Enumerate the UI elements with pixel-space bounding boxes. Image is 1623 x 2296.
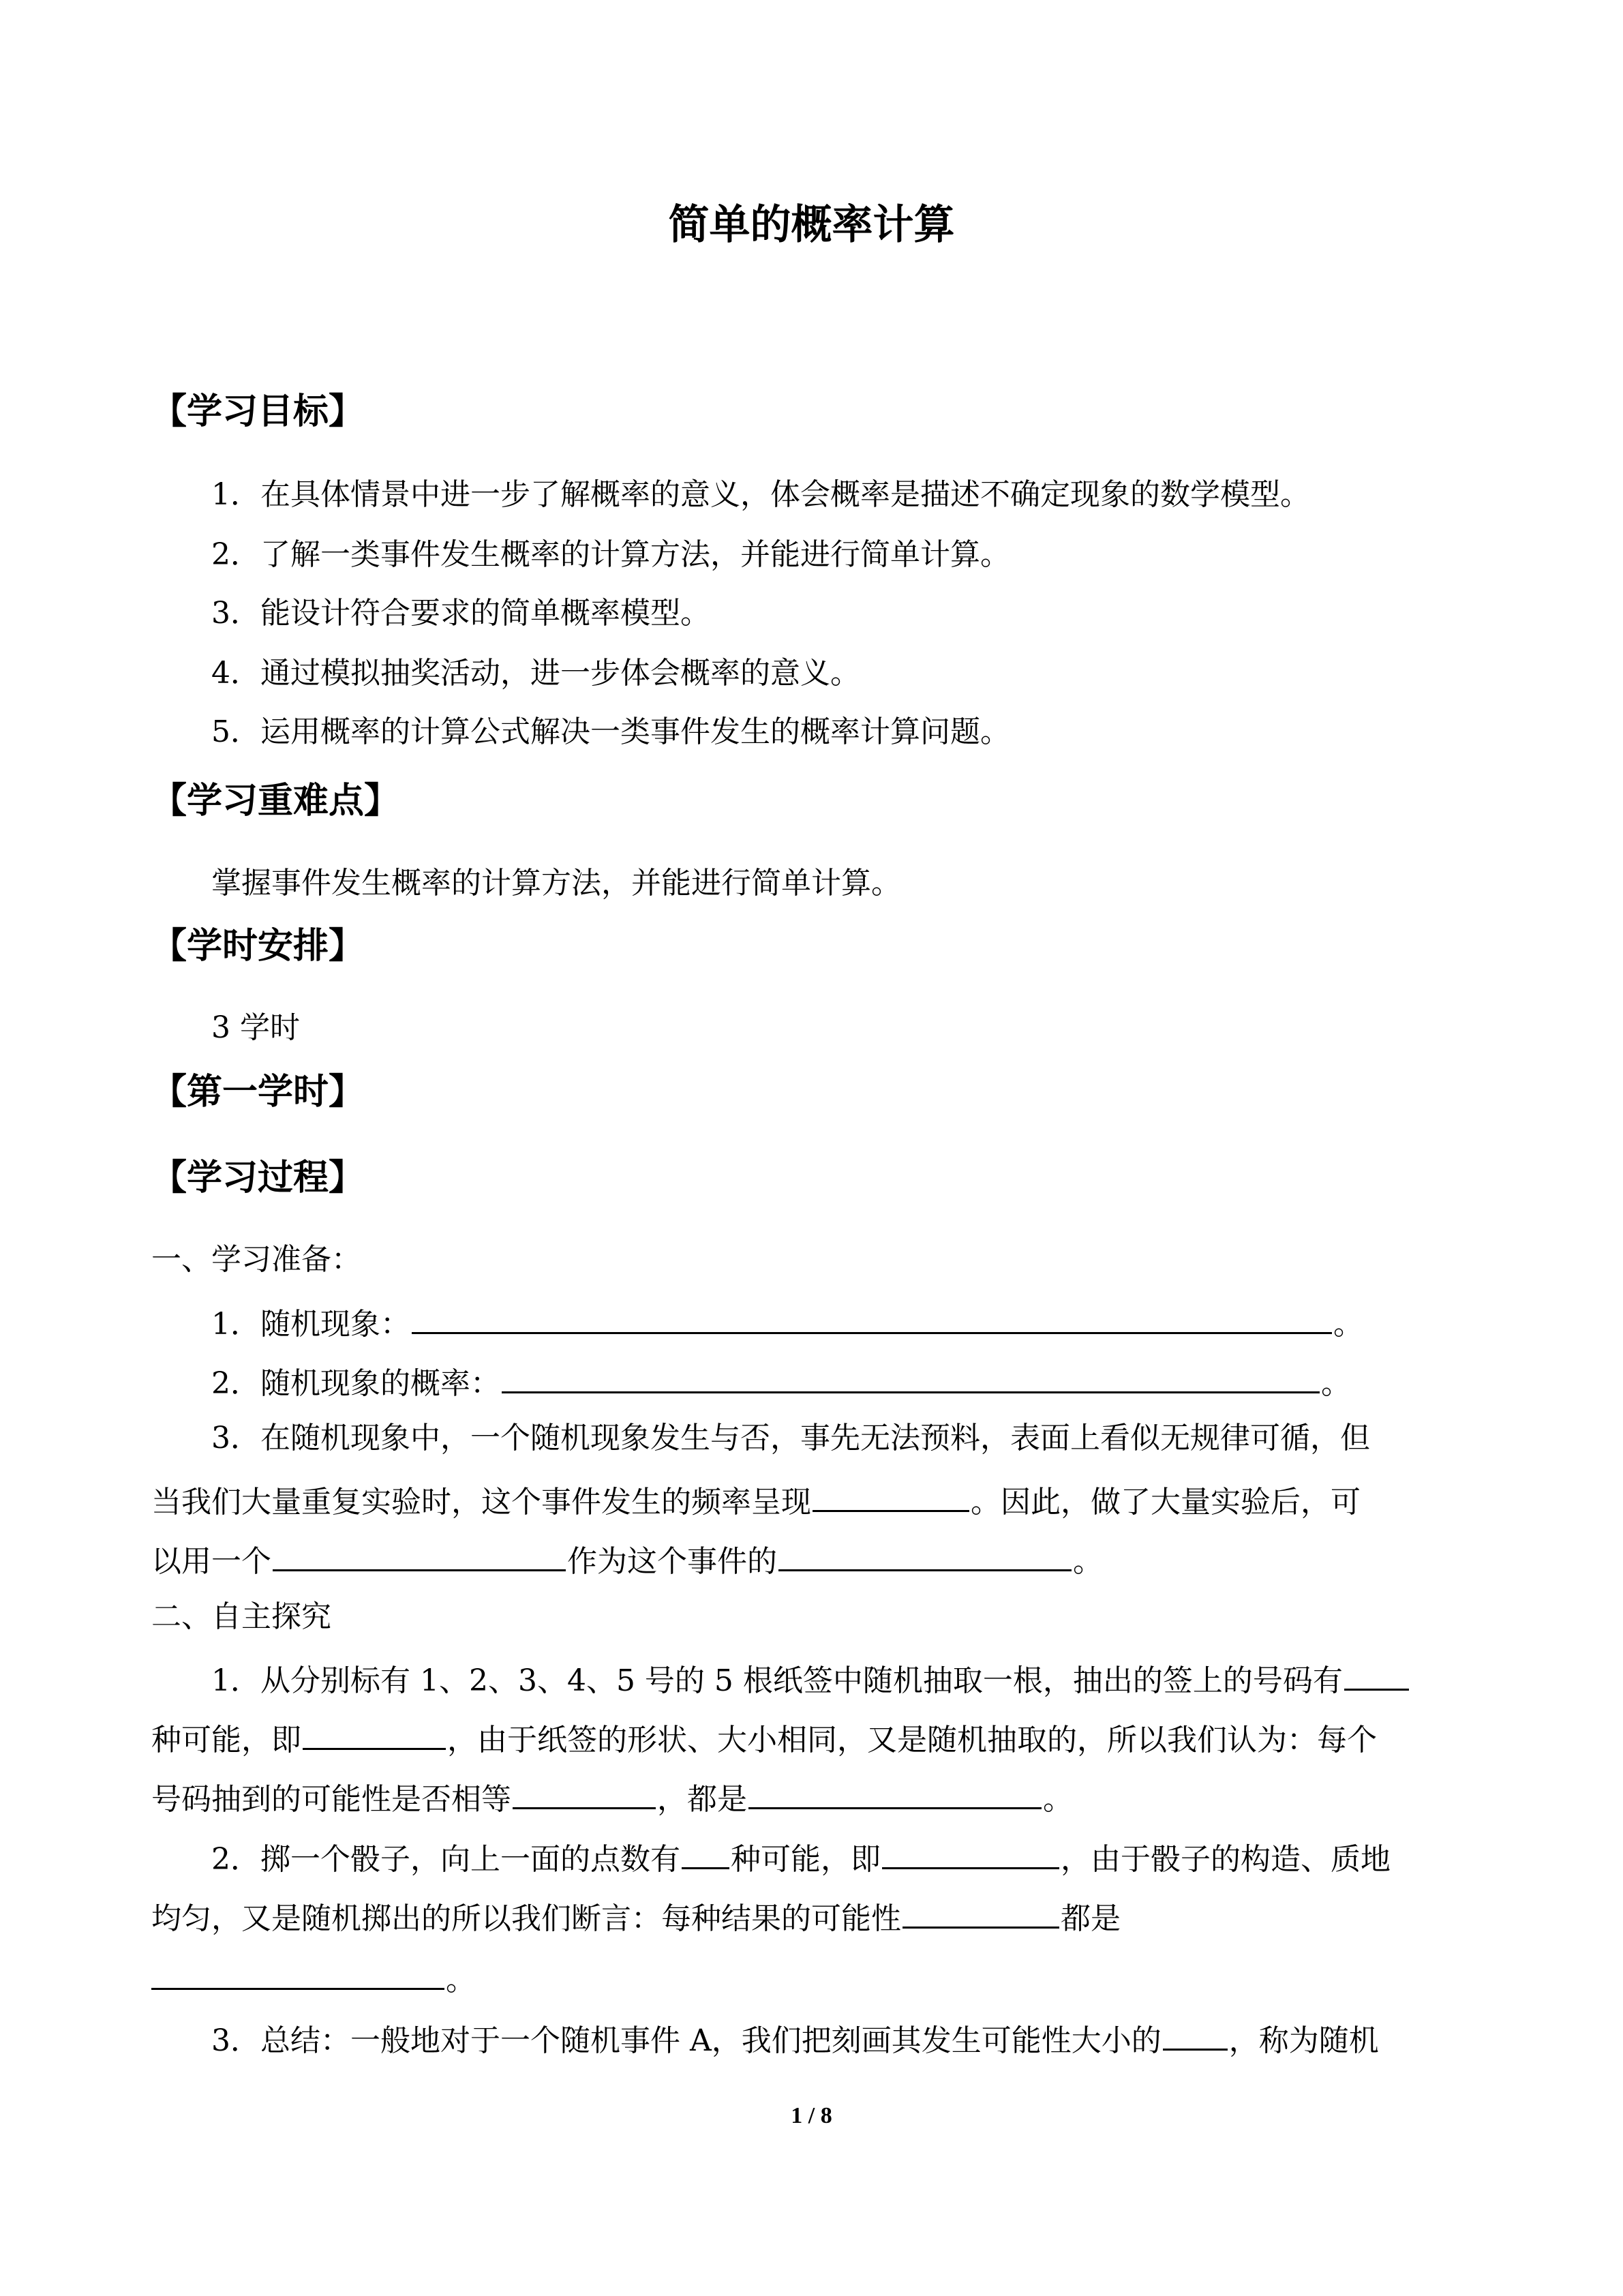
explore-heading: 二、自主探究 [151,1599,331,1634]
explore-q1-line-1 [211,1661,1410,1696]
answer-blank[interactable] [902,1899,1059,1929]
answer-blank[interactable] [273,1542,566,1571]
text: ，由于骰子的构造、质地 [1061,1842,1391,1877]
text: 。 [1043,1782,1073,1817]
text: 种可能，即 [151,1723,301,1757]
process-heading: 【学习过程】 [151,1157,365,1198]
text: 1．从分别标有 1、2、3、4、5 号的 5 根纸签中随机抽取一根，抽出的签上的号码有 [211,1663,1343,1698]
answer-blank[interactable] [502,1364,1320,1393]
explore-q2-line-2 [151,1899,1121,1934]
goal-item: 2．了解一类事件发生概率的计算方法，并能进行简单计算。 [211,537,1010,572]
text: 2．掷一个骰子，向上一面的点数有 [211,1842,680,1877]
text: 。因此，做了大量实验后，可 [971,1485,1361,1520]
prep-item-1-label: 1．随机现象： [211,1307,410,1342]
key-points-text: 掌握事件发生概率的计算方法，并能进行简单计算。 [211,866,901,901]
goal-item: 3．能设计符合要求的简单概率模型。 [211,596,710,631]
schedule-text: 3 学时 [211,1010,300,1045]
answer-blank[interactable] [303,1721,446,1750]
goal-item: 4．通过模拟抽奖活动，进一步体会概率的意义。 [211,656,860,691]
answer-blank[interactable] [151,1961,444,1990]
prep-heading: 一、学习准备： [151,1242,361,1277]
answer-blank[interactable] [412,1305,1332,1334]
answer-blank[interactable] [882,1840,1059,1869]
text: 号码抽到的可能性是否相等 [151,1782,511,1817]
answer-blank[interactable] [778,1542,1072,1571]
first-lesson-heading: 【第一学时】 [151,1071,365,1113]
explore-q2-line-1 [211,1840,1391,1875]
text: ，都是 [657,1782,747,1817]
explore-q3-line-1 [211,2021,1379,2056]
text: 3．总结：一般地对于一个随机事件 A，我们把刻画其发生可能性大小的 [211,2023,1162,2058]
explore-q2-line-3 [151,1961,476,1995]
prep-item-3-line-3 [151,1542,1103,1577]
text: ，称为随机 [1228,2023,1379,2058]
key-points-heading: 【学习重难点】 [151,780,400,821]
answer-blank[interactable] [1344,1661,1409,1691]
prep-item-1 [211,1305,1363,1340]
prep-item-3-line-2 [151,1483,1361,1520]
goal-item: 5．运用概率的计算公式解决一类事件发生的概率计算问题。 [211,714,1010,749]
explore-q1-line-3 [151,1780,1073,1815]
text: 均匀，又是随机掷出的所以我们断言：每种结果的可能性 [151,1901,901,1936]
page-title: 简单的概率计算 [668,201,955,249]
page-number: 1 / 8 [791,2103,832,2128]
text: 都是 [1061,1901,1121,1936]
text: 当我们大量重复实验时，这个事件发生的频率呈现 [151,1485,811,1520]
prep-item-2-label: 2．随机现象的概率： [211,1366,500,1401]
goal-item: 1．在具体情景中进一步了解概率的意义，体会概率是描述不确定现象的数学模型。 [211,477,1310,512]
text: 种可能，即 [731,1842,881,1877]
text: 。 [1073,1544,1103,1579]
goals-heading: 【学习目标】 [151,391,365,432]
schedule-heading: 【学时安排】 [151,925,365,967]
text: 作为这个事件的 [567,1544,777,1579]
answer-blank[interactable] [513,1780,656,1809]
answer-blank[interactable] [748,1780,1042,1809]
punct: 。 [1333,1307,1363,1342]
prep-item-3-line-1: 3．在随机现象中，一个随机现象发生与否，事先无法预料，表面上看似无规律可循，但 [211,1421,1370,1455]
text: 以用一个 [151,1544,271,1579]
answer-blank[interactable] [813,1483,969,1512]
text: ，由于纸签的形状、大小相同，又是随机抽取的，所以我们认为：每个 [447,1723,1377,1757]
explore-q1-line-2 [151,1721,1377,1755]
punct: 。 [1321,1366,1351,1401]
text: 。 [446,1963,476,1997]
answer-blank[interactable] [1163,2021,1228,2051]
prep-item-2 [211,1364,1351,1399]
answer-blank[interactable] [682,1840,729,1869]
